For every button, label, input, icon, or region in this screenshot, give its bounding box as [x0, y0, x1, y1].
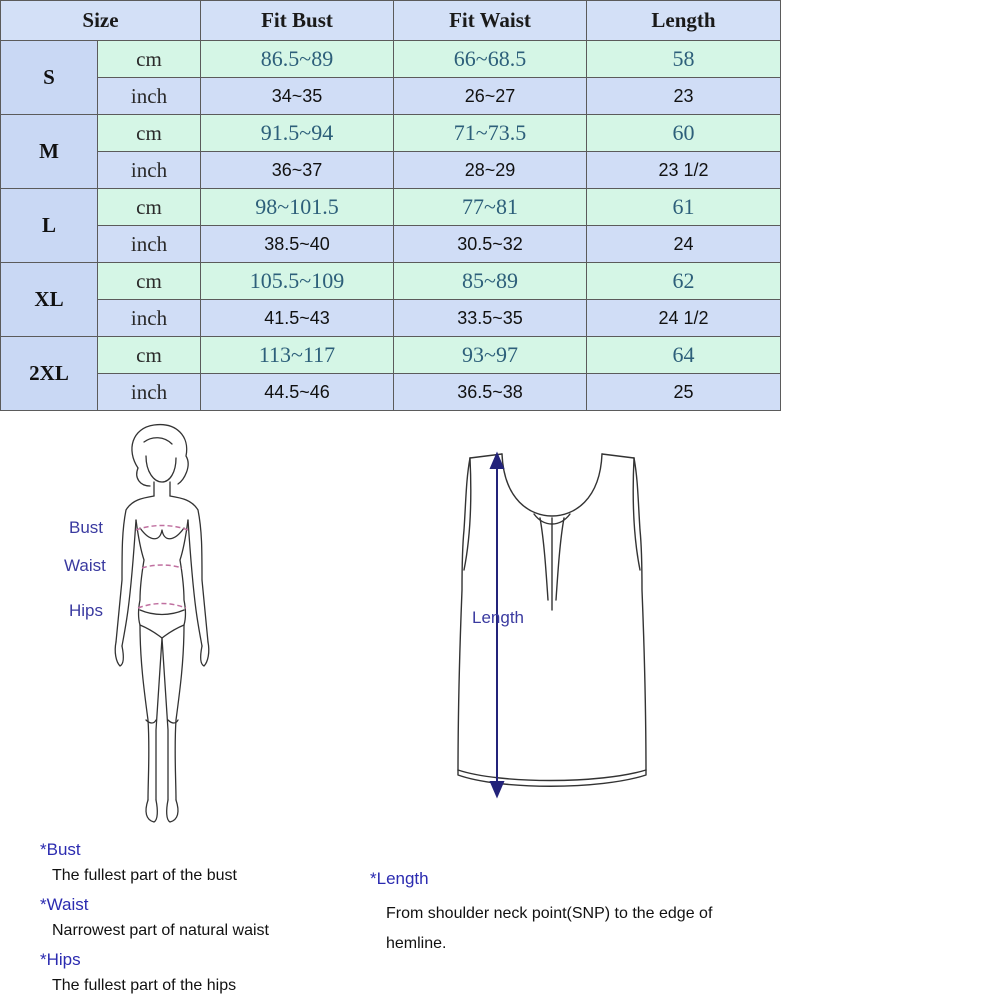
note-length-text: From shoulder neck point(SNP) to the edge of hemline.	[386, 905, 713, 952]
size-label: XL	[1, 263, 98, 337]
length-value: 23	[587, 78, 781, 115]
waist-value: 26~27	[394, 78, 587, 115]
waist-value: 93~97	[394, 337, 587, 374]
table-row	[1, 226, 781, 263]
table-row	[1, 300, 781, 337]
bust-label: Bust	[69, 518, 104, 537]
size-label: S	[1, 41, 98, 115]
bust-value: 113~117	[201, 337, 394, 374]
waist-value: 85~89	[394, 263, 587, 300]
unit-label: inch	[98, 374, 201, 411]
header-length: Length	[587, 1, 781, 41]
table-row	[1, 152, 781, 189]
length-label: Length	[472, 608, 524, 627]
bust-value: 38.5~40	[201, 226, 394, 263]
waist-value: 36.5~38	[394, 374, 587, 411]
waist-value: 33.5~35	[394, 300, 587, 337]
table-row	[1, 374, 781, 411]
length-value: 25	[587, 374, 781, 411]
unit-label: inch	[98, 152, 201, 189]
unit-label: cm	[98, 41, 201, 78]
waist-value: 30.5~32	[394, 226, 587, 263]
waist-value: 71~73.5	[394, 115, 587, 152]
table-row	[1, 78, 781, 115]
table-row	[1, 41, 781, 78]
bust-value: 98~101.5	[201, 189, 394, 226]
size-label: L	[1, 189, 98, 263]
waist-measure-line	[142, 565, 182, 568]
waist-label: Waist	[64, 556, 106, 575]
table-header-row	[1, 1, 781, 41]
length-arrow-bottom	[491, 782, 503, 796]
waist-value: 66~68.5	[394, 41, 587, 78]
bust-value: 36~37	[201, 152, 394, 189]
length-value: 61	[587, 189, 781, 226]
note-bust-heading: *Bust	[40, 840, 81, 859]
header-fit-waist: Fit Waist	[394, 1, 587, 41]
length-value: 62	[587, 263, 781, 300]
length-value: 24	[587, 226, 781, 263]
size-label: M	[1, 115, 98, 189]
unit-label: cm	[98, 189, 201, 226]
bust-value: 105.5~109	[201, 263, 394, 300]
table-row	[1, 115, 781, 152]
length-arrow-top	[491, 454, 503, 468]
length-value: 23 1/2	[587, 152, 781, 189]
size-chart-table	[0, 0, 781, 411]
size-label: 2XL	[1, 337, 98, 411]
table-row	[1, 263, 781, 300]
bust-value: 91.5~94	[201, 115, 394, 152]
unit-label: cm	[98, 337, 201, 374]
unit-label: cm	[98, 115, 201, 152]
note-hips-heading: *Hips	[40, 950, 81, 969]
bust-value: 44.5~46	[201, 374, 394, 411]
header-size: Size	[1, 1, 201, 41]
bust-value: 34~35	[201, 78, 394, 115]
length-value: 24 1/2	[587, 300, 781, 337]
note-waist-text: Narrowest part of natural waist	[52, 922, 269, 939]
header-fit-bust: Fit Bust	[201, 1, 394, 41]
bust-value: 41.5~43	[201, 300, 394, 337]
note-length-heading: *Length	[370, 869, 429, 888]
body-measurement-illustration	[60, 420, 260, 830]
unit-label: inch	[98, 78, 201, 115]
waist-value: 77~81	[394, 189, 587, 226]
unit-label: inch	[98, 226, 201, 263]
unit-label: inch	[98, 300, 201, 337]
bust-value: 86.5~89	[201, 41, 394, 78]
hips-measure-line	[138, 604, 186, 609]
unit-label: cm	[98, 263, 201, 300]
table-row	[1, 189, 781, 226]
length-value: 60	[587, 115, 781, 152]
table-row	[1, 337, 781, 374]
note-bust-text: The fullest part of the bust	[52, 867, 237, 884]
hips-label: Hips	[69, 601, 104, 620]
length-value: 64	[587, 337, 781, 374]
waist-value: 28~29	[394, 152, 587, 189]
bust-measure-line	[136, 526, 188, 531]
length-value: 58	[587, 41, 781, 78]
note-hips-text: The fullest part of the hips	[52, 977, 237, 994]
note-waist-heading: *Waist	[40, 895, 89, 914]
